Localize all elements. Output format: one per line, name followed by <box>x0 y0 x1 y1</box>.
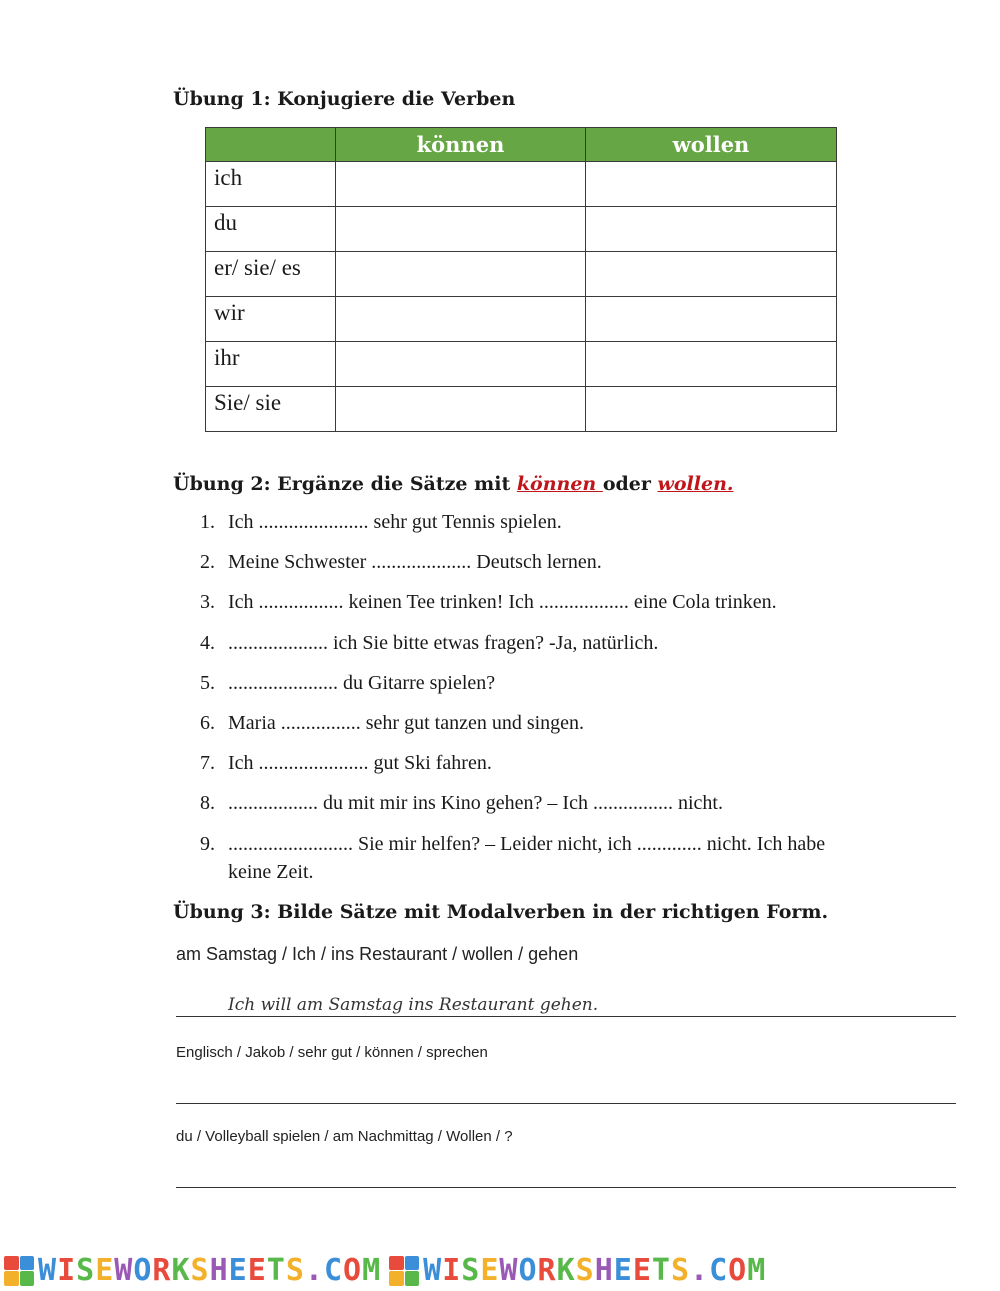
answer-line-1[interactable] <box>176 1016 956 1017</box>
brand-letter: O <box>518 1252 538 1288</box>
brand-letter: . <box>690 1252 710 1288</box>
table-row <box>206 297 837 342</box>
list-item <box>200 709 860 737</box>
exercise2-conj: oder <box>602 473 658 495</box>
brand-letter: W <box>499 1252 519 1288</box>
list-item-number: 5. <box>200 671 215 694</box>
logo-square <box>389 1256 404 1271</box>
brand-letter: M <box>747 1252 767 1288</box>
exercise2-heading <box>173 473 734 495</box>
answer-cell-koennen[interactable] <box>336 207 586 252</box>
table-header-row <box>206 128 837 162</box>
table-row <box>206 162 837 207</box>
table-row <box>206 342 837 387</box>
list-item-text: .................... ich Sie bitte etwas fragen? -Ja, natürlich. <box>228 631 659 654</box>
brand-letter: E <box>228 1252 248 1288</box>
list-item <box>200 789 860 817</box>
brand-letter: E <box>613 1252 633 1288</box>
brand-letter: R <box>537 1252 557 1288</box>
brand-letter: E <box>247 1252 267 1288</box>
list-item-number: 8. <box>200 792 215 815</box>
brand-group-1 <box>4 1254 381 1288</box>
brand-letter: S <box>285 1252 305 1288</box>
conjugation-table <box>205 127 837 432</box>
footer-watermark <box>0 1250 1000 1291</box>
answer-cell-wollen[interactable] <box>586 297 837 342</box>
pronoun-cell: er/ sie/ es <box>206 252 336 297</box>
brand-letter: I <box>57 1252 77 1288</box>
list-item-text: Ich ................. keinen Tee trinken! Ich .................. eine Cola trinken. <box>228 591 777 614</box>
answer-cell-wollen[interactable] <box>586 387 837 432</box>
brand-letter: S <box>190 1252 210 1288</box>
prompt-1: am Samstag / Ich / ins Restaurant / wollen / gehen <box>176 944 579 964</box>
table-row <box>206 252 837 297</box>
logo-square <box>20 1271 35 1286</box>
brand-letter: E <box>95 1252 115 1288</box>
prompt-3: du / Volleyball spielen / am Nachmittag / Wollen / ? <box>176 1128 513 1145</box>
answer-cell-wollen[interactable] <box>586 162 837 207</box>
exercise3-heading: Übung 3: Bilde Sätze mit Modalverben in der richtigen Form. <box>173 901 829 923</box>
answer-cell-wollen[interactable] <box>586 342 837 387</box>
brand-letter: H <box>594 1252 614 1288</box>
list-item-text: .................. du mit mir ins Kino gehen? – Ich ................ nicht. <box>228 792 723 815</box>
list-item-number: 9. <box>200 832 215 855</box>
brand-letter: T <box>266 1252 286 1288</box>
brand-letter: E <box>632 1252 652 1288</box>
exercise2-heading-prefix: Übung 2: Ergänze die Sätze mit <box>173 473 517 495</box>
list-item <box>200 830 860 886</box>
brand-logo-icon <box>389 1256 419 1286</box>
list-item-number: 2. <box>200 551 215 574</box>
brand-letter: T <box>651 1252 671 1288</box>
list-item-text: ...................... du Gitarre spielen? <box>228 671 496 694</box>
logo-square <box>405 1271 420 1286</box>
prompt-2: Englisch / Jakob / sehr gut / können / sprechen <box>176 1044 488 1061</box>
example-answer: Ich will am Samstag ins Restaurant gehen. <box>228 995 599 1015</box>
brand-letter: K <box>171 1252 191 1288</box>
list-item-text: Maria ................ sehr gut tanzen und singen. <box>228 711 585 734</box>
list-item-text: Meine Schwester .................... Deutsch lernen. <box>228 551 602 574</box>
pronoun-cell: Sie/ sie <box>206 387 336 432</box>
brand-letter: E <box>480 1252 500 1288</box>
table-header-koennen: können <box>336 128 586 162</box>
brand-letter: W <box>38 1252 58 1288</box>
answer-cell-wollen[interactable] <box>586 252 837 297</box>
list-item <box>200 548 860 576</box>
brand-letter: O <box>343 1252 363 1288</box>
logo-square <box>20 1256 35 1271</box>
brand-letter: W <box>423 1252 443 1288</box>
list-item-number: 6. <box>200 711 215 734</box>
logo-square <box>4 1271 19 1286</box>
brand-group-2 <box>389 1254 766 1288</box>
brand-letter: O <box>133 1252 153 1288</box>
logo-square <box>389 1271 404 1286</box>
answer-cell-koennen[interactable] <box>336 252 586 297</box>
list-item <box>200 588 860 616</box>
answer-cell-koennen[interactable] <box>336 297 586 342</box>
list-item-text: ......................... Sie mir helfen? – Leider nicht, ich ............. nicht. Ich habe keine Zeit. <box>228 832 826 883</box>
brand-letter: S <box>461 1252 481 1288</box>
brand-letter: K <box>556 1252 576 1288</box>
table-header-pronoun <box>206 128 336 162</box>
list-item-number: 1. <box>200 511 215 533</box>
list-item-text: Ich ...................... gut Ski fahren. <box>228 752 492 775</box>
list-item-number: 4. <box>200 631 215 654</box>
answer-line-3[interactable] <box>176 1187 956 1188</box>
answer-cell-koennen[interactable] <box>336 342 586 387</box>
exercise1-heading: Übung 1: Konjugiere die Verben <box>173 88 516 110</box>
answer-line-2[interactable] <box>176 1103 956 1104</box>
brand-letter: C <box>709 1252 729 1288</box>
list-item <box>200 629 860 657</box>
pronoun-cell: ihr <box>206 342 336 387</box>
logo-square <box>4 1256 19 1271</box>
brand-letter: C <box>323 1252 343 1288</box>
brand-letter: M <box>362 1252 382 1288</box>
pronoun-cell: ich <box>206 162 336 207</box>
list-item <box>200 669 860 697</box>
list-item <box>200 508 860 536</box>
brand-letter: S <box>76 1252 96 1288</box>
brand-text <box>423 1254 766 1288</box>
brand-letter: H <box>209 1252 229 1288</box>
table-row <box>206 387 837 432</box>
list-item-text: Ich ...................... sehr gut Tennis spielen. <box>228 511 562 533</box>
brand-letter: O <box>728 1252 748 1288</box>
verb-wollen: wollen. <box>657 473 734 495</box>
brand-logo-icon <box>4 1256 34 1286</box>
pronoun-cell: wir <box>206 297 336 342</box>
answer-cell-koennen[interactable] <box>336 162 586 207</box>
answer-cell-wollen[interactable] <box>586 207 837 252</box>
answer-cell-koennen[interactable] <box>336 387 586 432</box>
logo-square <box>405 1256 420 1271</box>
table-header-wollen: wollen <box>586 128 837 162</box>
brand-letter: R <box>152 1252 172 1288</box>
list-item-number: 7. <box>200 752 215 775</box>
pronoun-cell: du <box>206 207 336 252</box>
brand-letter: S <box>575 1252 595 1288</box>
exercise2-list <box>200 508 860 898</box>
brand-text <box>38 1254 381 1288</box>
brand-letter: . <box>304 1252 324 1288</box>
list-item <box>200 749 860 777</box>
brand-letter: S <box>670 1252 690 1288</box>
brand-letter: W <box>114 1252 134 1288</box>
brand-letter: I <box>442 1252 462 1288</box>
verb-koennen: können <box>516 473 603 495</box>
table-row <box>206 207 837 252</box>
list-item-number: 3. <box>200 591 215 614</box>
